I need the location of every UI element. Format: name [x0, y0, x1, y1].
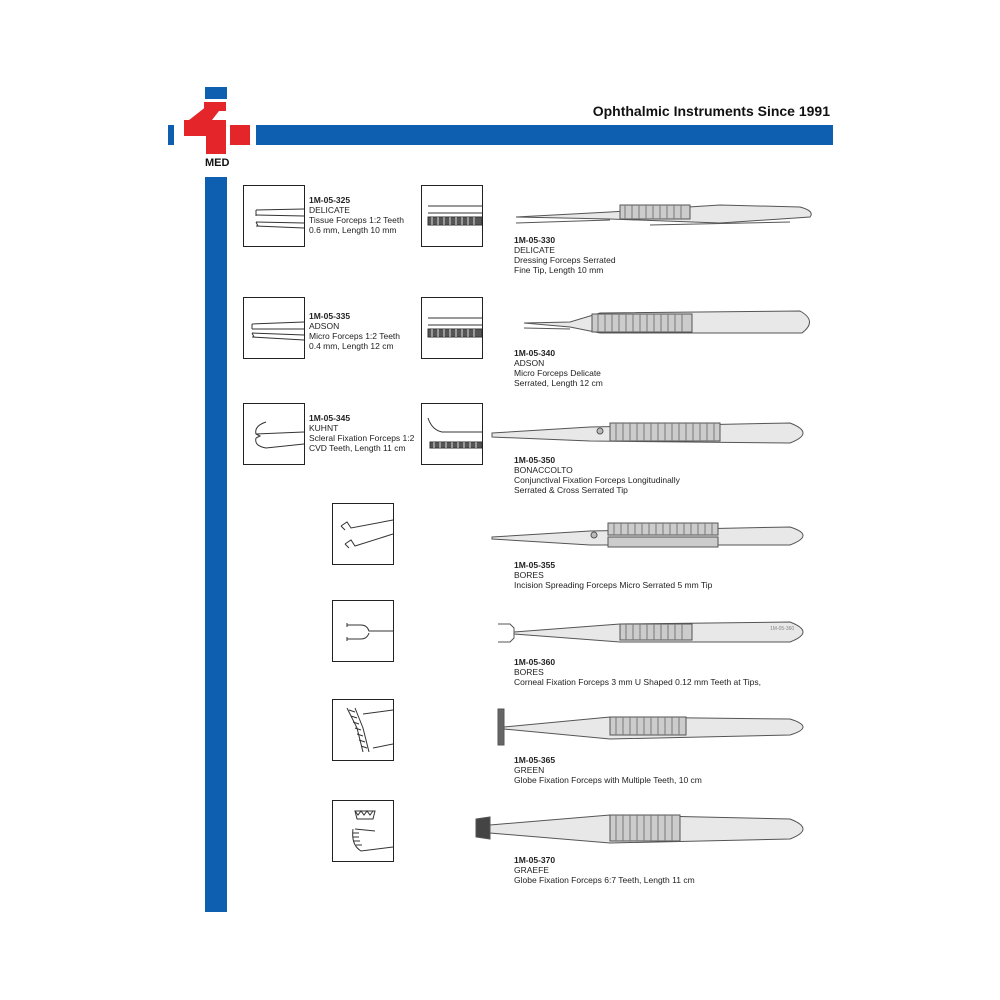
caption-355 [514, 560, 712, 590]
caption-360 [514, 657, 761, 687]
product-code: 1M-05-365 [514, 755, 556, 765]
product-desc: Dressing Forceps Serrated [514, 255, 616, 265]
product-code: 1M-05-330 [514, 235, 556, 245]
product-desc: Micro Forceps 1:2 Teeth [309, 331, 401, 341]
product-name: KUHNT [309, 423, 339, 433]
tip-thumbnail-360 [332, 600, 394, 662]
forceps-illustration-360 [490, 612, 820, 652]
tip-thumbnail-365 [332, 699, 394, 761]
header-bar [256, 125, 833, 145]
product-code: 1M-05-355 [514, 560, 556, 570]
product-desc: Serrated & Cross Serrated Tip [514, 485, 628, 495]
product-name: BORES [514, 667, 544, 677]
tip-thumbnail-345 [243, 403, 305, 465]
caption-335 [309, 311, 400, 351]
product-desc: CVD Teeth, Length 11 cm [309, 443, 406, 453]
product-desc: 0.6 mm, Length 10 mm [309, 225, 397, 235]
product-desc: Incision Spreading Forceps Micro Serrated 5 mm Tip [514, 580, 713, 590]
product-name: BONACCOLTO [514, 465, 573, 475]
forceps-illustration-330 [510, 195, 820, 235]
vertical-bar-main [205, 177, 227, 912]
engraving-text: 1M-05-360 [770, 626, 795, 632]
product-code: 1M-05-340 [514, 348, 556, 358]
caption-340 [514, 348, 603, 388]
product-desc: Scleral Fixation Forceps 1:2 [309, 433, 415, 443]
product-name: ADSON [309, 321, 340, 331]
product-desc: Conjunctival Fixation Forceps Longitudinally [514, 475, 680, 485]
caption-365 [514, 755, 702, 785]
product-code: 1M-05-370 [514, 855, 556, 865]
product-code: 1M-05-360 [514, 657, 556, 667]
product-code: 1M-05-325 [309, 195, 351, 205]
product-desc: Micro Forceps Delicate [514, 368, 601, 378]
caption-350 [514, 455, 680, 495]
tip-thumbnail-355 [332, 503, 394, 565]
product-name: DELICATE [514, 245, 555, 255]
product-desc: Tissue Forceps 1:2 Teeth [309, 215, 404, 225]
tip-thumbnail-370 [332, 800, 394, 862]
tip-thumbnail-340 [421, 297, 483, 359]
tip-thumbnail-350 [421, 403, 483, 465]
caption-325 [309, 195, 404, 235]
forceps-illustration-370 [470, 805, 820, 855]
product-code: 1M-05-345 [309, 413, 351, 423]
tip-thumbnail-325 [243, 185, 305, 247]
product-desc: Corneal Fixation Forceps 3 mm U Shaped 0.12 mm Teeth at Tips, [514, 677, 761, 687]
logo-text: MED [205, 157, 230, 169]
product-desc: Globe Fixation Forceps 6:7 Teeth, Length 11 cm [514, 875, 695, 885]
product-name: GREEN [514, 765, 545, 775]
product-name: DELICATE [309, 205, 350, 215]
product-name: GRAEFE [514, 865, 549, 875]
product-desc: Serrated, Length 12 cm [514, 378, 603, 388]
caption-330 [514, 235, 616, 275]
product-name: ADSON [514, 358, 545, 368]
forceps-illustration-350 [490, 413, 820, 453]
product-desc: Fine Tip, Length 10 mm [514, 265, 604, 275]
product-code: 1M-05-335 [309, 311, 351, 321]
caption-345 [309, 413, 414, 453]
forceps-illustration-340 [510, 305, 820, 345]
tip-thumbnail-335 [243, 297, 305, 359]
forceps-illustration-355 [490, 515, 820, 555]
product-code: 1M-05-350 [514, 455, 556, 465]
page-tagline: Ophthalmic Instruments Since 1991 [592, 103, 830, 119]
tip-thumbnail-330 [421, 185, 483, 247]
product-desc: 0.4 mm, Length 12 cm [309, 341, 394, 351]
caption-370 [514, 855, 695, 885]
product-name: BORES [514, 570, 544, 580]
forceps-illustration-365 [490, 705, 820, 750]
logo-icon [178, 98, 258, 156]
product-desc: Globe Fixation Forceps with Multiple Teeth, 10 cm [514, 775, 702, 785]
header-bar-left-stub [168, 125, 174, 145]
